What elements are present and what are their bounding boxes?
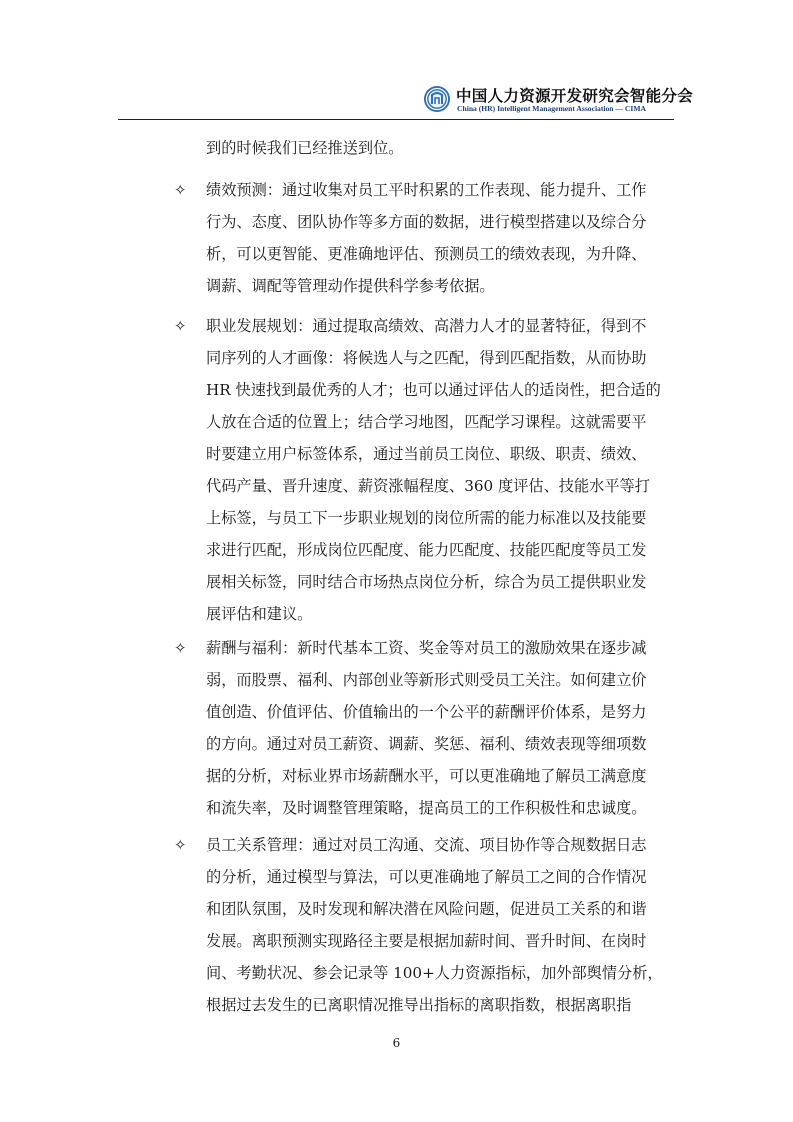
text-line: 的分析，通过模型与算法，可以更准确地了解员工之间的合作情况 bbox=[206, 868, 647, 886]
bullet-diamond-icon: ✧ bbox=[174, 181, 187, 199]
text-line: 时要建立用户标签体系，通过当前员工岗位、职级、职责、绩效、 bbox=[206, 445, 647, 463]
organization-name-cn: 中国人力资源开发研究会智能分会 bbox=[456, 86, 694, 105]
bullet-item-career-planning bbox=[206, 310, 674, 630]
text-line: 人放在合适的位置上；结合学习地图，匹配学习课程。这就需要平 bbox=[206, 413, 647, 431]
text-line: 同序列的人才画像：将候选人与之匹配，得到匹配指数，从而协助 bbox=[206, 349, 647, 367]
bullet-item-compensation-benefits bbox=[206, 632, 674, 824]
text-line: 根据过去发生的已离职情况推导出指标的离职指数，根据离职指 bbox=[206, 996, 632, 1014]
text-line: HR 快速找到最优秀的人才；也可以通过评估人的适岗性，把合适的 bbox=[206, 381, 661, 399]
text-line: 求进行匹配，形成岗位匹配度、能力匹配度、技能匹配度等员工发 bbox=[206, 541, 647, 559]
text-line: 职业发展规划：通过提取高绩效、高潜力人才的显著特征，得到不 bbox=[206, 317, 647, 335]
bullet-item-performance-prediction bbox=[206, 174, 674, 302]
text-line: 员工关系管理：通过对员工沟通、交流、项目协作等合规数据日志 bbox=[206, 836, 647, 854]
bullet-item-employee-relations bbox=[206, 829, 674, 1021]
page-header bbox=[0, 0, 793, 120]
text-line: 间、考勤状况、参会记录等 100+人力资源指标，加外部舆情分析， bbox=[206, 964, 663, 982]
text-line: 和流失率，及时调整管理策略，提高员工的工作积极性和忠诚度。 bbox=[206, 799, 647, 817]
text-line: 析，可以更智能、更准确地评估、预测员工的绩效表现，为升降、 bbox=[206, 245, 647, 263]
text-line: 弱，而股票、福利、内部创业等新形式则受员工关注。如何建立价 bbox=[206, 671, 647, 689]
cima-logo-icon bbox=[423, 85, 451, 113]
intro-paragraph bbox=[206, 132, 674, 164]
bullet-diamond-icon: ✧ bbox=[174, 639, 187, 657]
text-line: 据的分析，对标业界市场薪酬水平，可以更准确地了解员工满意度 bbox=[206, 767, 647, 785]
text-line: 绩效预测：通过收集对员工平时积累的工作表现、能力提升、工作 bbox=[206, 181, 647, 199]
text-line: 上标签，与员工下一步职业规划的岗位所需的能力标准以及技能要 bbox=[206, 509, 647, 527]
header-divider bbox=[118, 119, 674, 120]
text-line: 值创造、价值评估、价值输出的一个公平的薪酬评价体系，是努力 bbox=[206, 703, 647, 721]
text-line: 调薪、调配等管理动作提供科学参考依据。 bbox=[206, 277, 495, 295]
bullet-diamond-icon: ✧ bbox=[174, 317, 187, 335]
bullet-diamond-icon: ✧ bbox=[174, 836, 187, 854]
text-line: 的方向。通过对员工薪资、调薪、奖惩、福利、绩效表现等细项数 bbox=[206, 735, 647, 753]
text-line: 代码产量、晋升速度、薪资涨幅程度、360 度评估、技能水平等打 bbox=[206, 477, 650, 495]
text-line: 发展。离职预测实现路径主要是根据加薪时间、晋升时间、在岗时 bbox=[206, 932, 647, 950]
text-line: 展相关标签，同时结合市场热点岗位分析，综合为员工提供职业发 bbox=[206, 573, 647, 591]
text-line: 展评估和建议。 bbox=[206, 605, 313, 623]
page-number: 6 bbox=[392, 1036, 401, 1050]
organization-name-en: China (HR) Intelligent Management Association — CIMA bbox=[457, 104, 646, 113]
text-line: 到的时候我们已经推送到位。 bbox=[206, 139, 404, 157]
text-line: 行为、态度、团队协作等多方面的数据，进行模型搭建以及综合分 bbox=[206, 213, 647, 231]
text-line: 和团队氛围，及时发现和解决潜在风险问题，促进员工关系的和谐 bbox=[206, 900, 647, 918]
text-line: 薪酬与福利：新时代基本工资、奖金等对员工的激励效果在逐步减 bbox=[206, 639, 647, 657]
